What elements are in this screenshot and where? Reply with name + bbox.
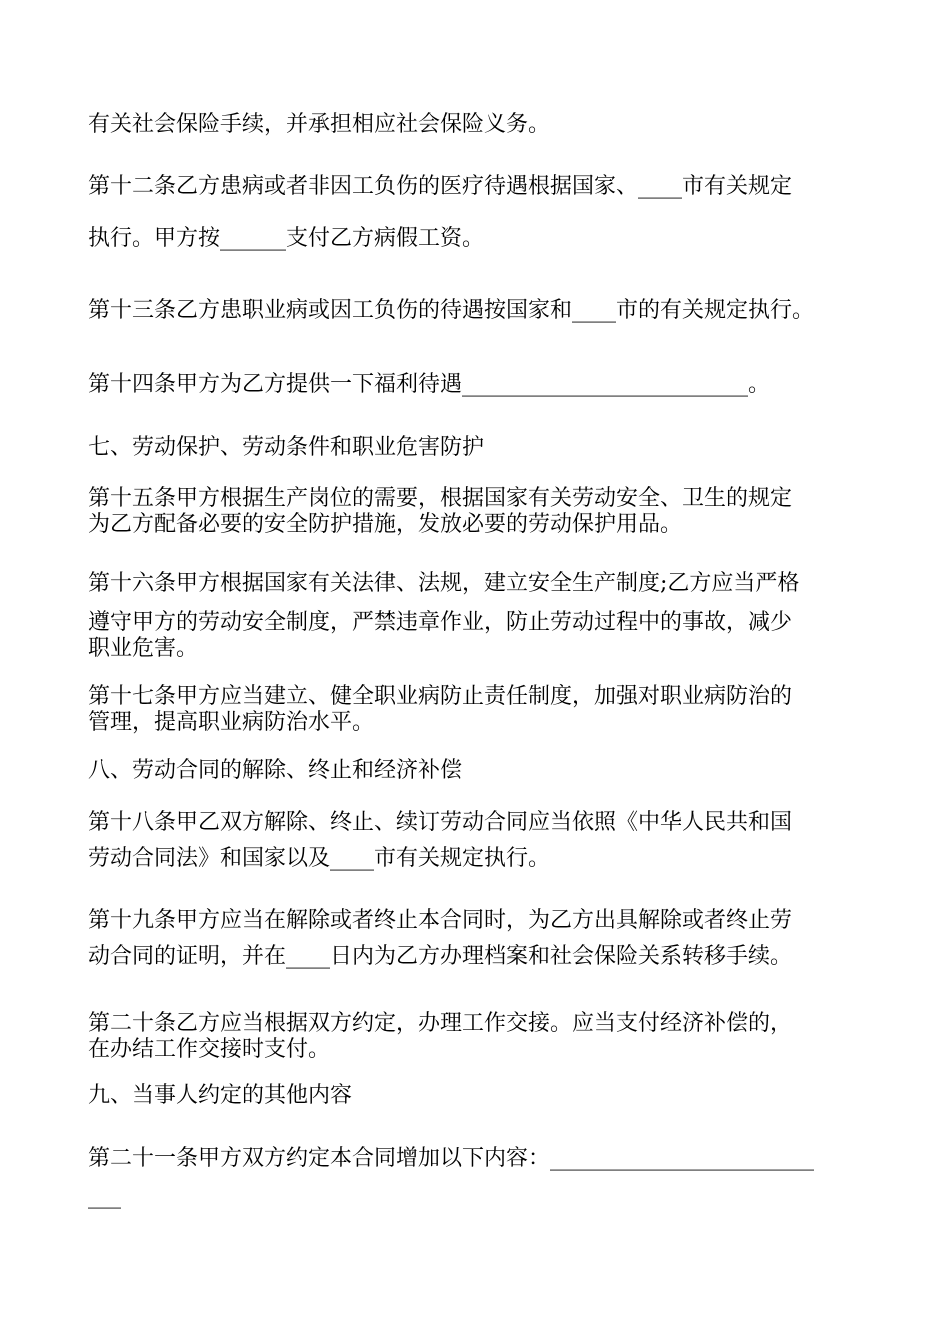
line-19: 第二十条乙方应当根据双方约定，办理工作交接。应当支付经济补偿的，: [88, 1011, 793, 1036]
section-heading-9: 九、当事人约定的其他内容: [88, 1083, 353, 1108]
line-11: 职业危害。: [88, 636, 199, 661]
line-17: 第十九条甲方应当在解除或者终止本合同时，为乙方出具解除或者终止劳: [88, 908, 793, 933]
line-7: 第十五条甲方根据生产岗位的需要，根据国家有关劳动安全、卫生的规定: [88, 486, 793, 511]
line-12: 第十七条甲方应当建立、健全职业病防止责任制度，加强对职业病防治的: [88, 684, 793, 709]
line-2: 第十二条乙方患病或者非因工负伤的医疗待遇根据国家、____市有关规定: [88, 174, 793, 199]
line-22: 第二十一条甲方双方约定本合同增加以下内容：________________________: [88, 1146, 815, 1171]
line-15: 第十八条甲乙双方解除、终止、续订劳动合同应当依照《中华人民共和国: [88, 810, 793, 835]
section-heading-8: 八、劳动合同的解除、终止和经济补偿: [88, 758, 463, 783]
line-5: 第十四条甲方为乙方提供一下福利待遇__________________________。: [88, 372, 771, 397]
line-18: 动合同的证明，并在____日内为乙方办理档案和社会保险关系转移手续。: [88, 944, 793, 969]
line-10: 遵守甲方的劳动安全制度，严禁违章作业，防止劳动过程中的事故，减少: [88, 610, 793, 635]
line-8: 为乙方配备必要的安全防护措施，发放必要的劳动保护用品。: [88, 512, 683, 537]
line-3: 执行。甲方按______支付乙方病假工资。: [88, 226, 485, 251]
section-heading-7: 七、劳动保护、劳动条件和职业危害防护: [88, 435, 485, 460]
line-16: 劳动合同法》和国家以及____市有关规定执行。: [88, 846, 551, 871]
line-13: 管理，提高职业病防治水平。: [88, 710, 375, 735]
line-9: 第十六条甲方根据国家有关法律、法规，建立安全生产制度;乙方应当严格: [88, 571, 800, 596]
line-1: 有关社会保险手续，并承担相应社会保险义务。: [88, 112, 551, 137]
line-4: 第十三条乙方患职业病或因工负伤的待遇按国家和____市的有关规定执行。: [88, 298, 815, 323]
line-23: ___: [88, 1184, 121, 1209]
line-20: 在办结工作交接时支付。: [88, 1037, 331, 1062]
